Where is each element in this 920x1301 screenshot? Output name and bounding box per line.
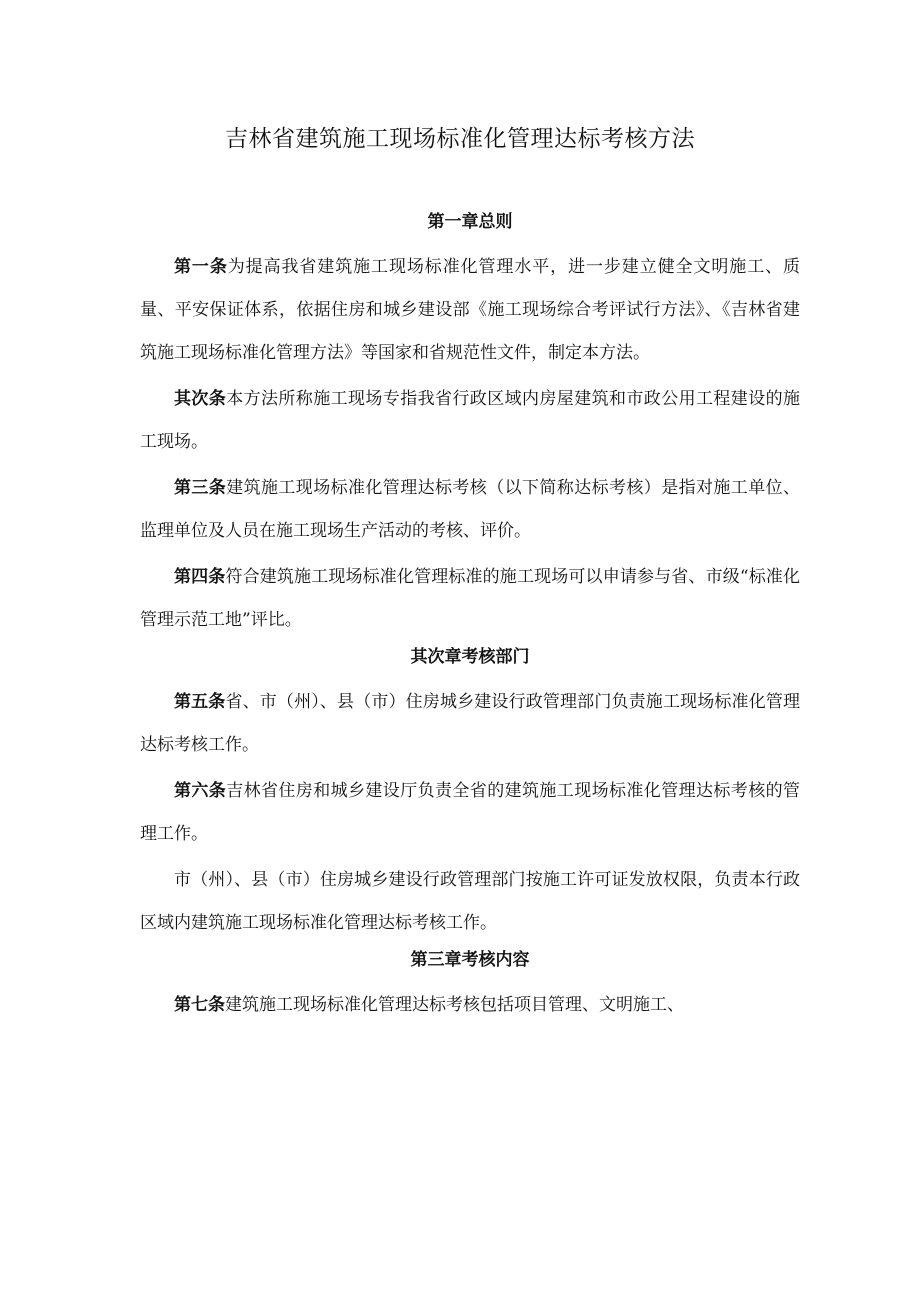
article-text: 为提高我省建筑施工现场标准化管理水平，进一步建立健全文明施工、质量、平安保证体系，依据住房和城乡建设部《施工现场综合考评试行方法》、《吉林省建筑施工现场标准化管理方法》等国家和省规范性文件，制定本方法。 — [140, 257, 801, 363]
article-number: 其次条 — [174, 389, 227, 409]
article-number: 第三条 — [174, 478, 227, 498]
document-body — [140, 210, 800, 1030]
article-number: 第四条 — [174, 567, 226, 587]
article-paragraph — [140, 246, 800, 375]
article-number: 第五条 — [174, 692, 226, 712]
article-text: 建筑施工现场标准化管理达标考核（以下简称达标考核）是指对施工单位、监理单位及人员在施工现场生产活动的考核、评价。 — [140, 478, 801, 541]
article-text: 省、市（州）、县（市）住房城乡建设行政管理部门负责施工现场标准化管理达标考核工作。 — [140, 692, 801, 755]
article-text: 市（州）、县（市）住房城乡建设行政管理部门按施工许可证发放权限，负责本行政区域内建筑施工现场标准化管理达标考核工作。 — [140, 870, 800, 933]
article-number: 第一条 — [174, 257, 228, 277]
chapter-heading: 第三章考核内容 — [410, 950, 530, 970]
document-title: 吉林省建筑施工现场标准化管理达标考核方法 — [225, 126, 695, 152]
article-paragraph — [140, 984, 800, 1027]
article-text: 建筑施工现场标准化管理达标考核包括项目管理、文明施工、 — [225, 995, 684, 1015]
article-paragraph — [140, 378, 800, 464]
article-text: 吉林省住房和城乡建设厅负责全省的建筑施工现场标准化管理达标考核的管理工作。 — [140, 781, 801, 844]
article-number: 第七条 — [174, 995, 225, 1015]
article-paragraph — [140, 556, 800, 642]
article-paragraph — [140, 859, 800, 945]
article-text: 符合建筑施工现场标准化管理标准的施工现场可以申请参与省、市级“标准化管理示范工地”评比。 — [140, 567, 800, 630]
article-paragraph — [140, 681, 800, 767]
article-text: 本方法所称施工现场专指我省行政区域内房屋建筑和市政公用工程建设的施工现场。 — [140, 389, 801, 452]
chapter-heading: 第一章总则 — [427, 212, 513, 232]
article-paragraph — [140, 770, 800, 856]
article-paragraph — [140, 467, 800, 553]
chapter-heading: 其次章考核部门 — [410, 647, 530, 667]
article-number: 第六条 — [174, 781, 227, 801]
